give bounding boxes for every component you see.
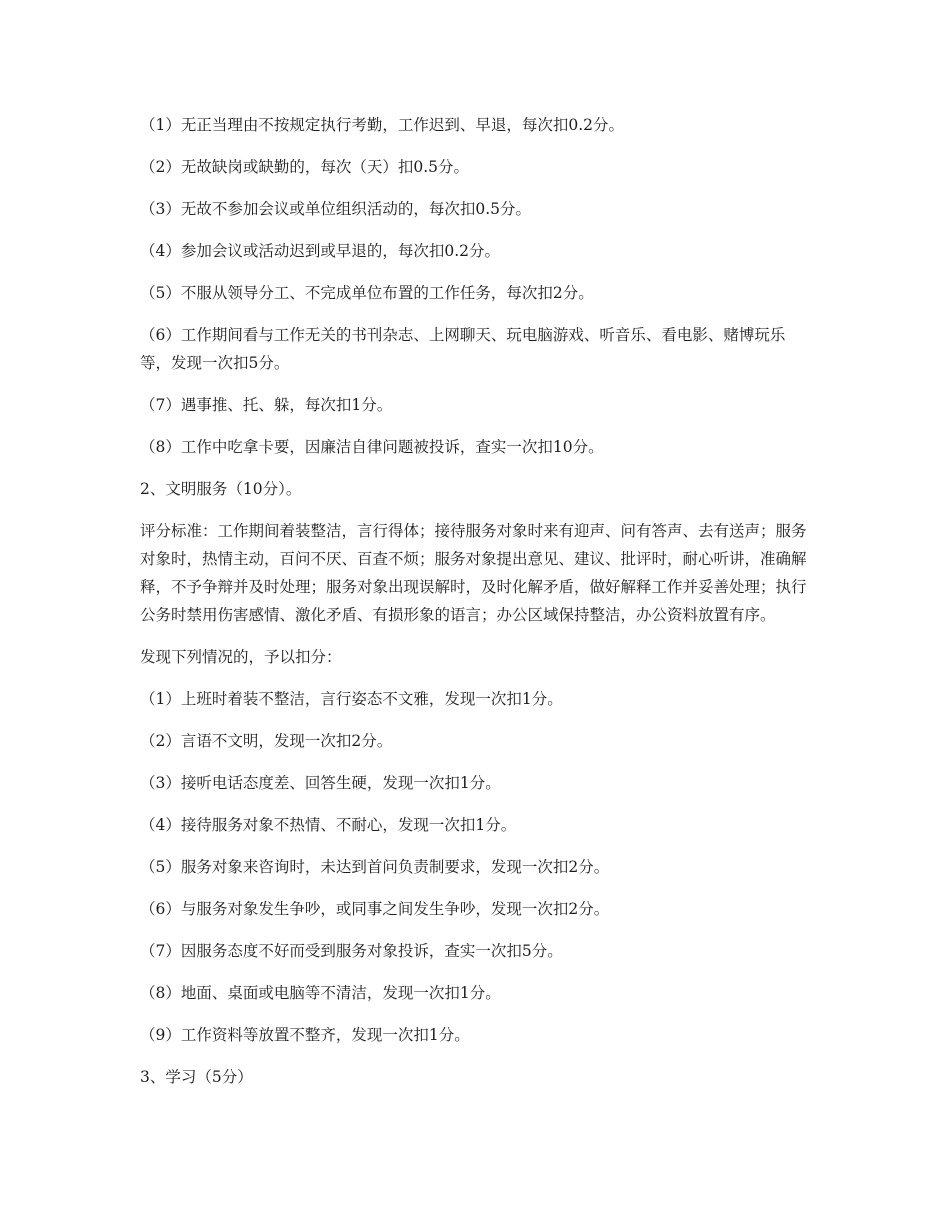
- section2-criteria: 评分标准：工作期间着装整洁，言行得体；接待服务对象时来有迎声、问有答声、去有送声；服务对象时，热情主动，百问不厌、百查不烦；服务对象提出意见、建议、批评时，耐心听讲，准确解释，不予争辩并及时处理；服务对象出现误解时，及时化解矛盾，做好解释工作并妥善处理；执行公务时禁用伤害感情、激化矛盾、有损形象的语言；办公区域保持整洁，办公资料放置有序。: [140, 522, 807, 624]
- section2-item-8: （8）地面、桌面或电脑等不清洁，发现一次扣1分。: [140, 984, 501, 1002]
- section2-item-6: （6）与服务对象发生争吵，或同事之间发生争吵，发现一次扣2分。: [140, 900, 610, 918]
- section1-item-3: （3）无故不参加会议或单位组织活动的，每次扣0.5分。: [140, 200, 532, 218]
- section2-heading: 2、文明服务（10分）。: [140, 480, 302, 498]
- section2-item-7: （7）因服务态度不好而受到服务对象投诉，查实一次扣5分。: [140, 942, 563, 960]
- section1-item-6: （6）工作期间看与工作无关的书刊杂志、上网聊天、玩电脑游戏、听音乐、看电影、赌博玩乐等，发现一次扣5分。: [140, 326, 786, 372]
- section2-item-4: （4）接待服务对象不热情、不耐心，发现一次扣1分。: [140, 816, 517, 834]
- section1-item-5: （5）不服从领导分工、不完成单位布置的工作任务，每次扣2分。: [140, 284, 594, 302]
- section1-item-2: （2）无故缺岗或缺勤的，每次（天）扣0.5分。: [140, 158, 470, 176]
- section1-item-8: （8）工作中吃拿卡要，因廉洁自律问题被投诉，查实一次扣10分。: [140, 438, 604, 456]
- section3-heading: 3、学习（5分）: [140, 1068, 253, 1086]
- document-body: [140, 111, 810, 1105]
- section1-item-7: （7）遇事推、托、躲，每次扣1分。: [140, 396, 393, 414]
- section2-item-9: （9）工作资料等放置不整齐，发现一次扣1分。: [140, 1026, 470, 1044]
- section1-item-4: （4）参加会议或活动迟到或早退的，每次扣0.2分。: [140, 242, 501, 260]
- section2-deduction-intro: 发现下列情况的，予以扣分：: [140, 648, 342, 666]
- section2-item-3: （3）接听电话态度差、回答生硬，发现一次扣1分。: [140, 774, 501, 792]
- section2-item-5: （5）服务对象来咨询时，未达到首问负责制要求，发现一次扣2分。: [140, 858, 610, 876]
- section2-item-2: （2）言语不文明，发现一次扣2分。: [140, 732, 393, 750]
- section2-item-1: （1）上班时着装不整洁，言行姿态不文雅，发现一次扣1分。: [140, 690, 563, 708]
- section1-item-1: （1）无正当理由不按规定执行考勤，工作迟到、早退，每次扣0.2分。: [140, 116, 625, 134]
